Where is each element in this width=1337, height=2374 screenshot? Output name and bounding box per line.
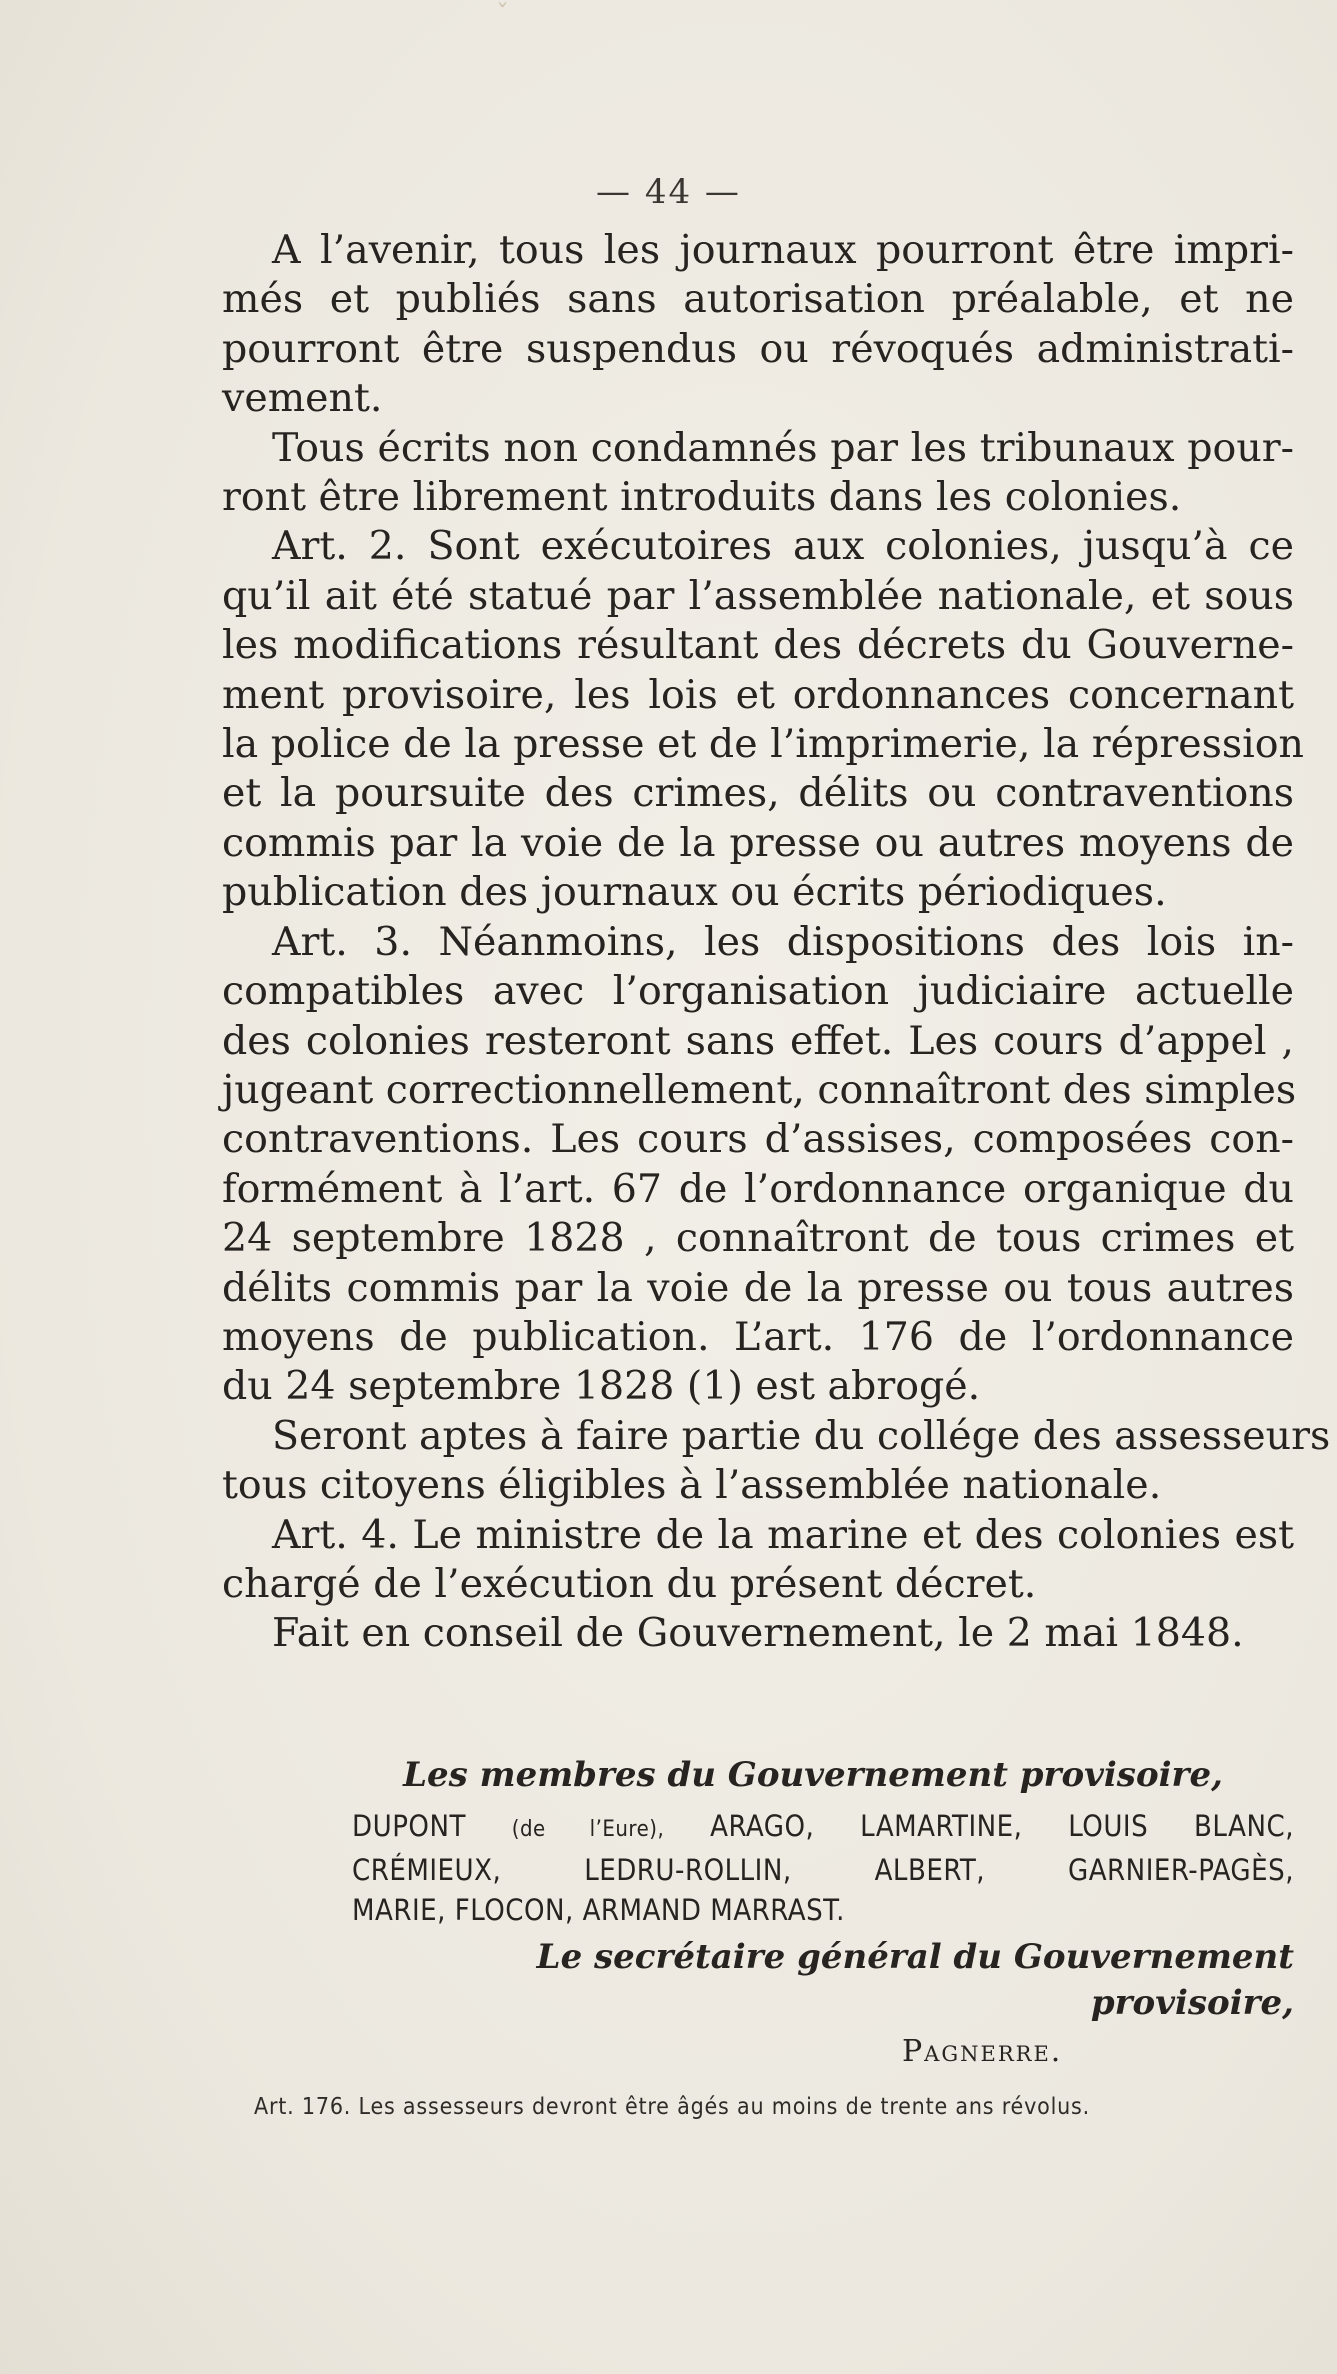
names-line: CRÉMIEUX, LEDRU-ROLLIN, ALBERT, GARNIER-PAGÈS, — [352, 1853, 1294, 1887]
text-line: publication des journaux ou écrits périodiques. — [222, 869, 1167, 916]
paragraph — [222, 226, 1294, 424]
footnote: Art. 176. Les assesseurs devront être âgés au moins de trente ans révolus. — [254, 2094, 1090, 2120]
secretary-name: Pagnerre. — [902, 2034, 1063, 2069]
paper-stain: ˇ — [496, 0, 509, 30]
text-line: Seront aptes à faire partie du collége des assesseurs — [272, 1412, 1331, 1459]
page-number: — 44 — — [596, 172, 741, 212]
text-line: Art. 2. Sont exécutoires aux colonies, jusqu’à ce — [272, 523, 1294, 570]
text-line: et la poursuite des crimes, délits ou contraventions — [222, 770, 1294, 817]
text-line: més et publiés sans autorisation préalable, et ne — [222, 276, 1294, 323]
names-line — [352, 1806, 1294, 1850]
body-text — [222, 226, 1331, 1659]
text-line: Fait en conseil de Gouvernement, le 2 mai 1848. — [272, 1610, 1244, 1657]
paragraph-date — [222, 1609, 1294, 1658]
text-line: Tous écrits non condamnés par les tribunaux pour- — [272, 424, 1294, 471]
signature-block — [222, 1752, 1294, 2074]
paragraph — [222, 424, 1294, 523]
text-line: ront être librement introduits dans les colonies. — [222, 474, 1182, 521]
text-line: les modifications résultant des décrets du Gouverne- — [222, 622, 1294, 669]
text-line: vement. — [222, 375, 383, 422]
paragraph — [222, 1412, 1331, 1511]
text-line: chargé de l’exécution du présent décret. — [222, 1560, 1037, 1607]
paragraph-article-4 — [222, 1511, 1294, 1610]
signatory-names — [222, 1806, 1294, 1930]
text-line: A l’avenir, tous les journaux pourront être impri- — [272, 227, 1294, 273]
text-line: ment provisoire, les lois et ordonnances concernant — [222, 671, 1294, 718]
text-line: qu’il ait été statué par l’assemblée nationale, et sous — [222, 572, 1294, 619]
text-line: compatibles avec l’organisation judiciaire actuelle — [222, 968, 1294, 1015]
text-line: formément à l’art. 67 de l’ordonnance organique du — [222, 1165, 1294, 1212]
signatory-names: ARAGO, LAMARTINE, LOUIS BLANC, — [710, 1809, 1294, 1843]
paragraph-article-3 — [222, 918, 1297, 1412]
text-line: moyens de publication. L’art. 176 de l’ordonnance — [222, 1313, 1294, 1360]
text-line: commis par la voie de la presse ou autres moyens de — [222, 819, 1294, 866]
signatory-note: (de l’Eure), — [511, 1817, 665, 1842]
text-line: délits commis par la voie de la presse ou tous autres — [222, 1264, 1294, 1311]
secretary-heading: Le secrétaire général du Gouvernement provisoire, — [536, 1937, 1294, 2023]
text-line: tous citoyens éligibles à l’assemblée nationale. — [222, 1462, 1162, 1509]
text-line: la police de la presse et de l’imprimerie, la répression — [222, 721, 1304, 768]
signatory-name: DUPONT — [352, 1809, 466, 1843]
signatories-heading: Les membres du Gouvernement provisoire, — [403, 1755, 1223, 1795]
text-line: contraventions. Les cours d’assises, composées con- — [222, 1116, 1294, 1163]
paragraph-article-2 — [222, 522, 1304, 917]
text-line: des colonies resteront sans effet. Les cours d’appel , — [222, 1017, 1294, 1064]
text-line: Art. 4. Le ministre de la marine et des colonies est — [272, 1511, 1294, 1558]
text-line: du 24 septembre 1828 (1) est abrogé. — [222, 1363, 981, 1410]
text-line: Art. 3. Néanmoins, les dispositions des lois in- — [272, 918, 1294, 965]
text-line: pourront être suspendus ou révoqués administrati- — [222, 325, 1294, 372]
text-line: 24 septembre 1828 , connaîtront de tous crimes et — [222, 1215, 1294, 1262]
text-line: jugeant correctionnellement, connaîtront des simples — [222, 1066, 1297, 1113]
names-line: MARIE, FLOCON, ARMAND MARRAST. — [352, 1893, 845, 1927]
